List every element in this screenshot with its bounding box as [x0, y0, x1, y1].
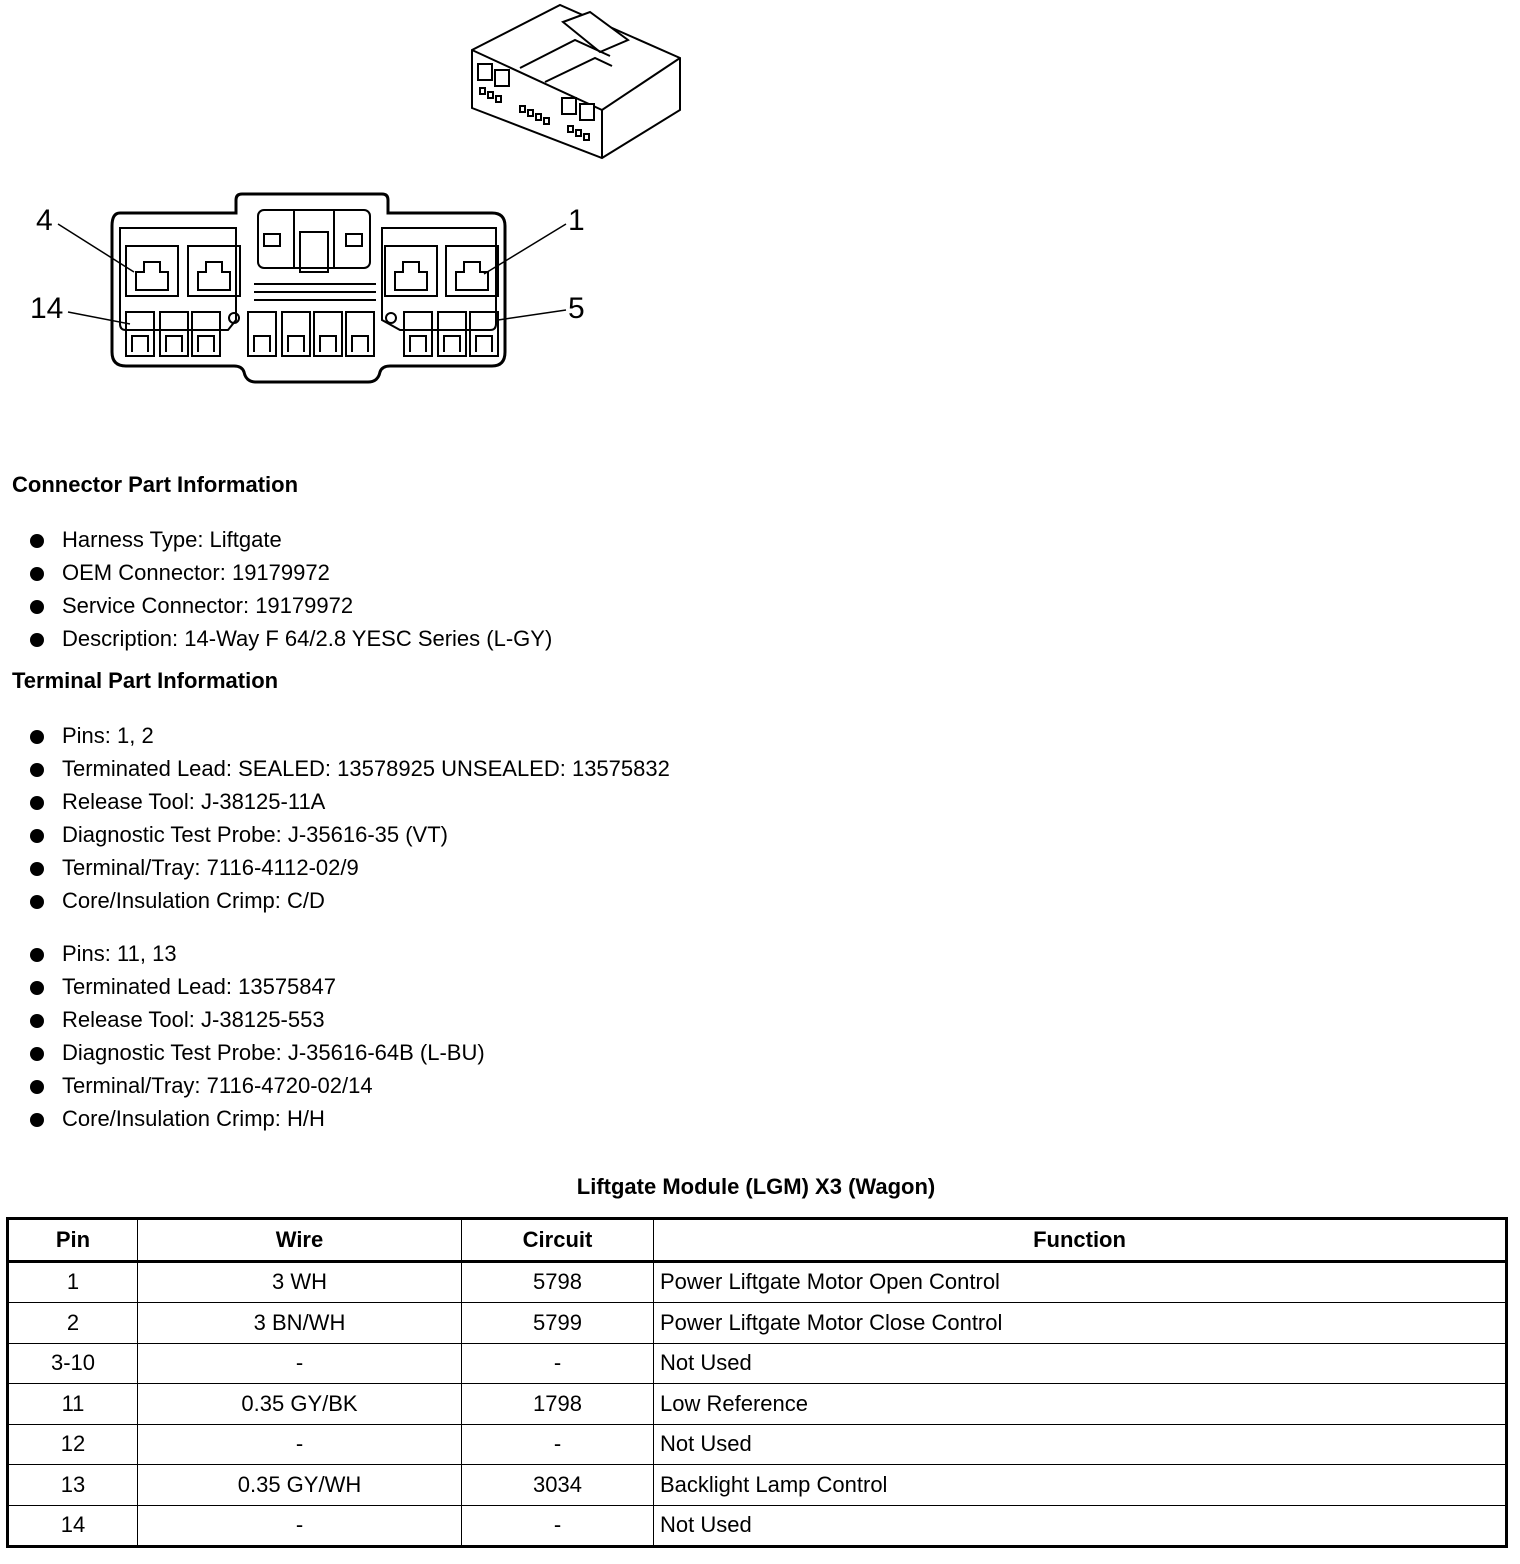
- cell-circuit: -: [462, 1343, 654, 1384]
- cell-circuit: 5799: [462, 1303, 654, 1344]
- cell-pin: 11: [8, 1384, 138, 1425]
- table-row: [8, 1505, 1507, 1547]
- cell-function: Not Used: [654, 1424, 1507, 1465]
- list-item: Release Tool: J-38125-11A: [28, 785, 670, 818]
- cell-function: Not Used: [654, 1505, 1507, 1547]
- cell-function: Backlight Lamp Control: [654, 1465, 1507, 1506]
- list-item: Terminated Lead: SEALED: 13578925 UNSEALED: 13575832: [28, 752, 670, 785]
- list-item: Terminal/Tray: 7116-4112-02/9: [28, 851, 670, 884]
- list-item: OEM Connector: 19179972: [28, 556, 552, 589]
- list-item: Pins: 11, 13: [28, 937, 485, 970]
- cell-function: Low Reference: [654, 1384, 1507, 1425]
- connector-part-heading: Connector Part Information: [12, 472, 299, 497]
- table-row: [8, 1261, 1507, 1303]
- list-item: Release Tool: J-38125-553: [28, 1003, 485, 1036]
- list-item: Service Connector: 19179972: [28, 589, 552, 622]
- connector-part-list: [28, 523, 552, 655]
- table-header-row: [8, 1219, 1507, 1262]
- list-item: Core/Insulation Crimp: C/D: [28, 884, 670, 917]
- header-pin: Pin: [8, 1219, 138, 1262]
- cell-wire: 3 BN/WH: [138, 1303, 462, 1344]
- cell-pin: 1: [8, 1261, 138, 1303]
- cell-wire: 0.35 GY/WH: [138, 1465, 462, 1506]
- pin-label-4: 4: [36, 204, 53, 237]
- cell-pin: 12: [8, 1424, 138, 1465]
- cell-circuit: -: [462, 1505, 654, 1547]
- header-wire: Wire: [138, 1219, 462, 1262]
- cell-function: Not Used: [654, 1343, 1507, 1384]
- table-row: [8, 1343, 1507, 1384]
- list-item: Diagnostic Test Probe: J-35616-64B (L-BU): [28, 1036, 485, 1069]
- list-item: Harness Type: Liftgate: [28, 523, 552, 556]
- terminal-group-1-list: [28, 719, 670, 917]
- list-item: Core/Insulation Crimp: H/H: [28, 1102, 485, 1135]
- header-circuit: Circuit: [462, 1219, 654, 1262]
- list-item: Description: 14-Way F 64/2.8 YESC Series (L-GY): [28, 622, 552, 655]
- table-row: [8, 1384, 1507, 1425]
- cell-wire: 0.35 GY/BK: [138, 1384, 462, 1425]
- connector-3d-illustration: [472, 5, 680, 158]
- terminal-part-heading: Terminal Part Information: [12, 668, 279, 693]
- connector-diagram: [0, 0, 700, 440]
- cell-circuit: 3034: [462, 1465, 654, 1506]
- pin-label-14: 14: [30, 292, 64, 325]
- pin-label-5: 5: [568, 292, 585, 325]
- list-item: Terminated Lead: 13575847: [28, 970, 485, 1003]
- terminal-group-2-list: [28, 937, 485, 1135]
- table-title: Liftgate Module (LGM) X3 (Wagon): [576, 1174, 936, 1199]
- list-item: Terminal/Tray: 7116-4720-02/14: [28, 1069, 485, 1102]
- table-row: [8, 1424, 1507, 1465]
- cell-pin: 13: [8, 1465, 138, 1506]
- table-row: [8, 1303, 1507, 1344]
- cell-wire: -: [138, 1424, 462, 1465]
- list-item: Pins: 1, 2: [28, 719, 670, 752]
- cell-pin: 3-10: [8, 1343, 138, 1384]
- cell-wire: -: [138, 1505, 462, 1547]
- table-row: [8, 1465, 1507, 1506]
- cell-wire: -: [138, 1343, 462, 1384]
- pin-table: [6, 1217, 1508, 1548]
- cell-circuit: 1798: [462, 1384, 654, 1425]
- pin-label-1: 1: [568, 204, 585, 237]
- header-function: Function: [654, 1219, 1507, 1262]
- cell-circuit: -: [462, 1424, 654, 1465]
- list-item: Diagnostic Test Probe: J-35616-35 (VT): [28, 818, 670, 851]
- cell-wire: 3 WH: [138, 1261, 462, 1303]
- connector-face-view: [58, 194, 566, 382]
- cell-circuit: 5798: [462, 1261, 654, 1303]
- cell-function: Power Liftgate Motor Close Control: [654, 1303, 1507, 1344]
- cell-pin: 14: [8, 1505, 138, 1547]
- cell-pin: 2: [8, 1303, 138, 1344]
- cell-function: Power Liftgate Motor Open Control: [654, 1261, 1507, 1303]
